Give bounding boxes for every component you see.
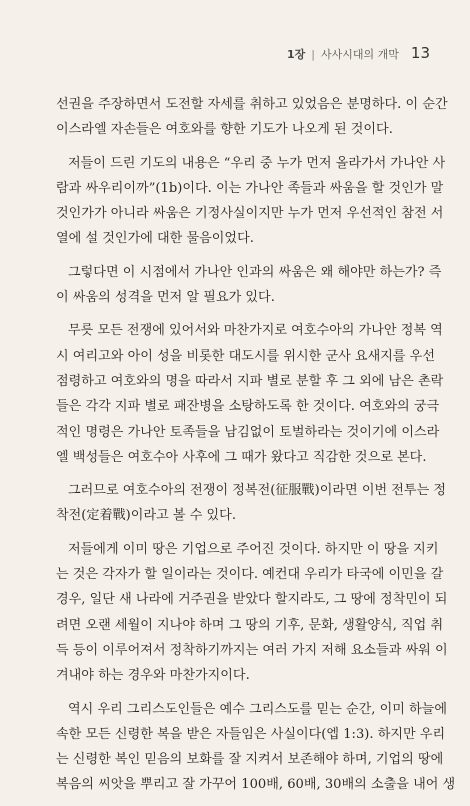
text-line: 저들에게 이미 땅은 기업으로 주어진 것이다. 하지만 이 땅을 지키 [68,541,439,557]
chapter-label: 1장 [287,48,306,61]
paragraph [56,697,456,798]
text-line: 복음의 씨앗을 뿌리고 잘 가꾸어 100배, 60배, 30배의 소출을 내어 생 [56,777,456,793]
text-line: 것인가가 아니라 싸움은 기정사실이지만 누가 먼저 우선적인 참전 서 [56,206,444,222]
text-line: 점령하고 여호와의 명을 따라서 지파 별로 분할 후 그 외에 남은 촌락 [56,373,444,389]
paragraph [56,318,444,470]
text-line: 람과 싸우리이까”(1b)이다. 이는 가나안 족들과 싸움을 할 것인가 말 [56,180,444,196]
chapter-title: 사사시대의 개막 [321,48,399,61]
text-line: 선권을 주장하면서 도전할 자세를 취하고 있었음은 분명하다. 이 순간 [56,97,448,112]
text-line: 시 여리고와 아이 성을 비롯한 대도시를 위시한 군사 요새지를 우선 [56,348,435,364]
text-line: 저들이 드린 기도의 내용은 “우리 중 누가 먼저 올라가서 가나안 사 [68,155,446,171]
paragraph [56,478,447,529]
text-line: 경우, 일단 새 나라에 거주권을 받았다 할지라도, 그 땅에 정착민이 되 [56,592,448,608]
header-separator: | [311,48,316,61]
running-header [287,44,430,62]
paragraph [56,537,448,689]
text-line: 득 등이 이루어져서 정착하기까지는 여러 가지 저해 요소들과 싸워 이 [56,642,448,658]
text-line: 착전(定着戰)이라고 볼 수 있다. [56,508,236,524]
text-line: 이스라엘 자손들은 여호와를 향한 기도가 나오게 된 것이다. [56,122,393,138]
text-line: 그렇다면 이 시점에서 가나안 인과의 싸움은 왜 해야만 하는가? 즉 [68,264,442,280]
body-text [56,92,456,806]
paragraph [56,92,448,143]
text-line: 는 것은 각자가 할 일이라는 것이다. 예컨대 우리가 타국에 이민을 갈 [56,567,444,583]
text-line: 겨내야 하는 경우와 마찬가지이다. [56,668,250,684]
text-line: 이 싸움의 성격을 먼저 알 필요가 있다. [56,290,275,306]
text-line: 적인 명령은 가나안 토족들을 남김없이 토벌하라는 것이기에 이스라 [56,424,440,440]
paragraph [56,260,442,311]
text-line: 속한 모든 신령한 복을 받은 자들임은 사실이다(엡 1:3). 하지만 우리 [56,726,446,742]
text-line: 엘 백성들은 여호수아 사후에 그 때가 왔다고 직감한 것으로 본다. [56,449,427,465]
text-line: 무릇 모든 전쟁에 있어서와 마찬가지로 여호수아의 가나안 정복 역 [68,323,443,339]
text-line: 열에 설 것인가에 대한 물음이었다. [56,231,254,247]
paragraph [56,151,446,252]
text-line: 들은 각각 지파 별로 패잔병을 소탕하도록 한 것이다. 여호와의 궁극 [56,399,440,415]
text-line: 역시 우리 그리스도인들은 예수 그리스도를 믿는 순간, 이미 하늘에 [68,701,447,717]
text-line: 려면 오랜 세월이 지나야 하며 그 땅의 기후, 문화, 생활양식, 직업 취 [56,617,444,633]
text-line: 그러므로 여호수아의 전쟁이 정복전(征服戰)이라면 이번 전투는 정 [68,483,447,499]
text-line: 는 신령한 복인 믿음의 보화를 잘 지켜서 보존해야 하며, 기업의 땅에 [56,752,444,768]
page-number: 13 [410,44,430,62]
